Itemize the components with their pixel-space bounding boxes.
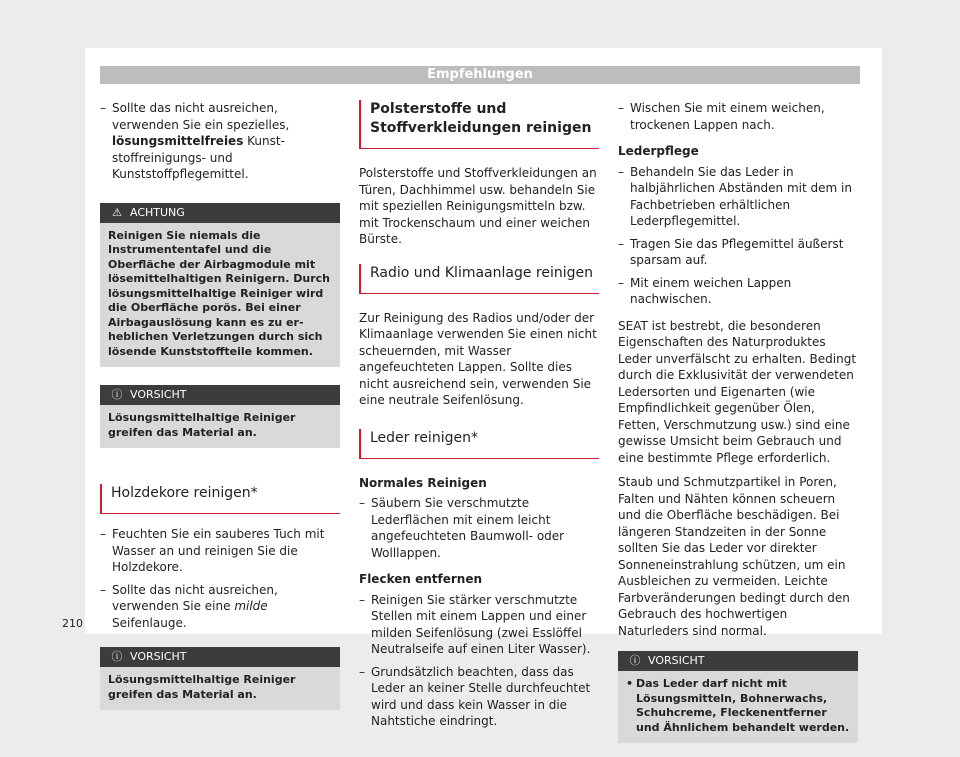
intro-text-post: Kunststoffreinigungs- und Kunststoffpflegemittel. [112, 134, 285, 181]
intro-text-pre: Sollte das nicht ausreichen, verwenden Sie ein spezielles, [112, 101, 290, 132]
subheading-stains: Flecken entfernen [359, 572, 482, 586]
warning-triangle-icon: ⚠ [112, 205, 122, 219]
dash-marker: – [100, 527, 106, 541]
leather-paragraph-1: SEAT ist bestrebt, die besonderen Eigenschaften des Naturproduktes Leder unverfälscht zu erhalten. Bedingt durch die Exklusivität der verwendeten Ledersorten und Eigenarten (wie Empfindlichkeit gegenüber Ölen, Fetten, Verschmutzung usw.) sind eine gewisse Umsicht beim Gebrauch und eine bestimmte Pflege erforderlich. [618, 318, 857, 465]
normal-item-1: Säubern Sie verschmutzte Lederflächen mit einem leicht angefeuchteten Baumwoll- oder Wolllappen. [371, 496, 565, 560]
warning-text: Reinigen Sie niemals die Instrumententafel und die Oberfläche der Airbagmodule mit lösemittelhaltigen Reinigern. Durch lösungsmittelhaltige Reiniger wird die Oberfläche porös. Bei einer Airbagauslösung kann es zu erheblichen Verletzungen durch sich lösende Kunststoffteile kommen. [108, 228, 331, 358]
dash-marker: – [618, 236, 624, 251]
page-header-title: Empfehlungen [427, 67, 533, 82]
wood-item-2-italic: milde [234, 599, 268, 613]
wood-item-2-post: Seifenlauge. [112, 615, 187, 630]
subheading-normal: Normales Reinigen [359, 475, 487, 490]
radio-text: Zur Reinigung des Radios und/oder der Klimaanlage verwenden Sie einen nicht scheuernden, mit Wasser angefeuchteten Lappen. Sollte dies nicht ausreichend sein, verwenden Sie eine neutrale Seifenlösung. [359, 310, 597, 407]
list-item [618, 164, 858, 230]
warning-label: ACHTUNG [130, 205, 185, 219]
upholstery-text: Polsterstoffe und Stoffverkleidungen an Türen, Dachhimmel usw. behandeln Sie mit speziellen Reinigungsmitteln bzw. mit Trockenschaum und einer weichen Bürste. [359, 166, 597, 246]
dash-marker: – [359, 592, 365, 607]
dash-marker: – [618, 101, 624, 115]
dash-marker: – [359, 664, 365, 679]
caution-box [618, 651, 858, 743]
caution-circle-icon: ⓘ [111, 650, 123, 663]
intro-text-bold: lösungsmittelfreies [112, 134, 244, 148]
section-heading-wood: Holzdekore reinigen* [100, 484, 340, 514]
warning-box [100, 203, 340, 368]
column-left [100, 100, 340, 724]
page-number: 210 [62, 617, 83, 630]
warning-header [100, 203, 340, 223]
list-item [618, 275, 858, 308]
dash-marker: – [618, 275, 624, 290]
stains-item-2: Grundsätzlich beachten, dass das Leder an keiner Stelle durchfeuchtet wird und dass kein Wasser in die Nahtstiche eindringt. [371, 664, 591, 728]
section-heading-leather: Leder reinigen* [359, 429, 599, 459]
caution-bullet [618, 671, 858, 743]
care-item-1: Behandeln Sie das Leder in halbjährlichen Abständen mit dem in Fachbetrieben erhältlichen Lederpflegemittel. [630, 164, 852, 228]
caution-box [100, 385, 340, 448]
list-item [100, 582, 340, 632]
column-right [618, 100, 858, 757]
dash-marker: – [100, 101, 106, 115]
list-item [359, 495, 599, 561]
wood-item-2-pre: Sollte das nicht ausreichen, verwenden Sie eine [112, 582, 278, 613]
dash-marker: – [100, 582, 106, 597]
caution-text: Lösungsmittelhaltige Reiniger greifen das Material an. [108, 411, 296, 439]
list-item [359, 592, 599, 658]
dash-marker: – [359, 496, 365, 510]
bullet-marker: • [626, 677, 634, 690]
section-heading-radio: Radio und Klimaanlage reinigen [359, 264, 599, 294]
caution-text: Lösungsmittelhaltige Reiniger greifen das Material an. [108, 673, 296, 701]
caution-header [618, 651, 858, 671]
subheading-care: Lederpflege [618, 144, 699, 158]
section-heading-upholstery: Polsterstoffe und Stoffverkleidungen reinigen [359, 100, 599, 149]
leather-paragraph-2: Staub und Schmutzpartikel in Poren, Falten und Nähten können scheuern und die Oberfläche beschädigen. Bei längeren Standzeiten in der Sonne sollten Sie das Leder vor direkter Sonneneinstrahlung schützen, um ein Ausbleichen zu vermeiden. Leichte Farbveränderungen bedingt durch den Gebrauch des hochwertigen Naturleders sind normal. [618, 475, 850, 638]
caution-header [100, 385, 340, 405]
caution-label: VORSICHT [648, 654, 705, 667]
care-item-2: Tragen Sie das Pflegemittel äußerst sparsam auf. [630, 236, 844, 267]
stains-item-1: Reinigen Sie stärker verschmutzte Stellen mit einem Lappen und einer milden Seifenlösung (zwei Esslöffel Neutralseife auf einen Liter Wasser). [371, 592, 591, 656]
list-item [100, 526, 340, 576]
caution-label: VORSICHT [130, 388, 187, 401]
wipe-item: Wischen Sie mit einem weichen, trockenen Lappen nach. [630, 101, 825, 132]
caution-label: VORSICHT [130, 650, 187, 663]
dash-marker: – [618, 164, 624, 179]
list-item [359, 664, 599, 730]
column-middle [359, 100, 599, 736]
list-item [100, 100, 340, 183]
caution-bullet-text: Das Leder darf nicht mit Lösungsmitteln, Bohnerwachs, Schuhcreme, Fleckenentferner und Ähnlichem behandelt werden. [636, 677, 850, 734]
wood-item-1: Feuchten Sie ein sauberes Tuch mit Wasser an und reinigen Sie die Holzdekore. [112, 527, 325, 574]
caution-circle-icon: ⓘ [111, 388, 123, 401]
caution-header [100, 647, 340, 667]
care-item-3: Mit einem weichen Lappen nachwischen. [630, 275, 792, 306]
list-item [618, 100, 858, 133]
list-item [618, 236, 858, 269]
caution-box [100, 647, 340, 710]
caution-circle-icon: ⓘ [629, 654, 641, 667]
